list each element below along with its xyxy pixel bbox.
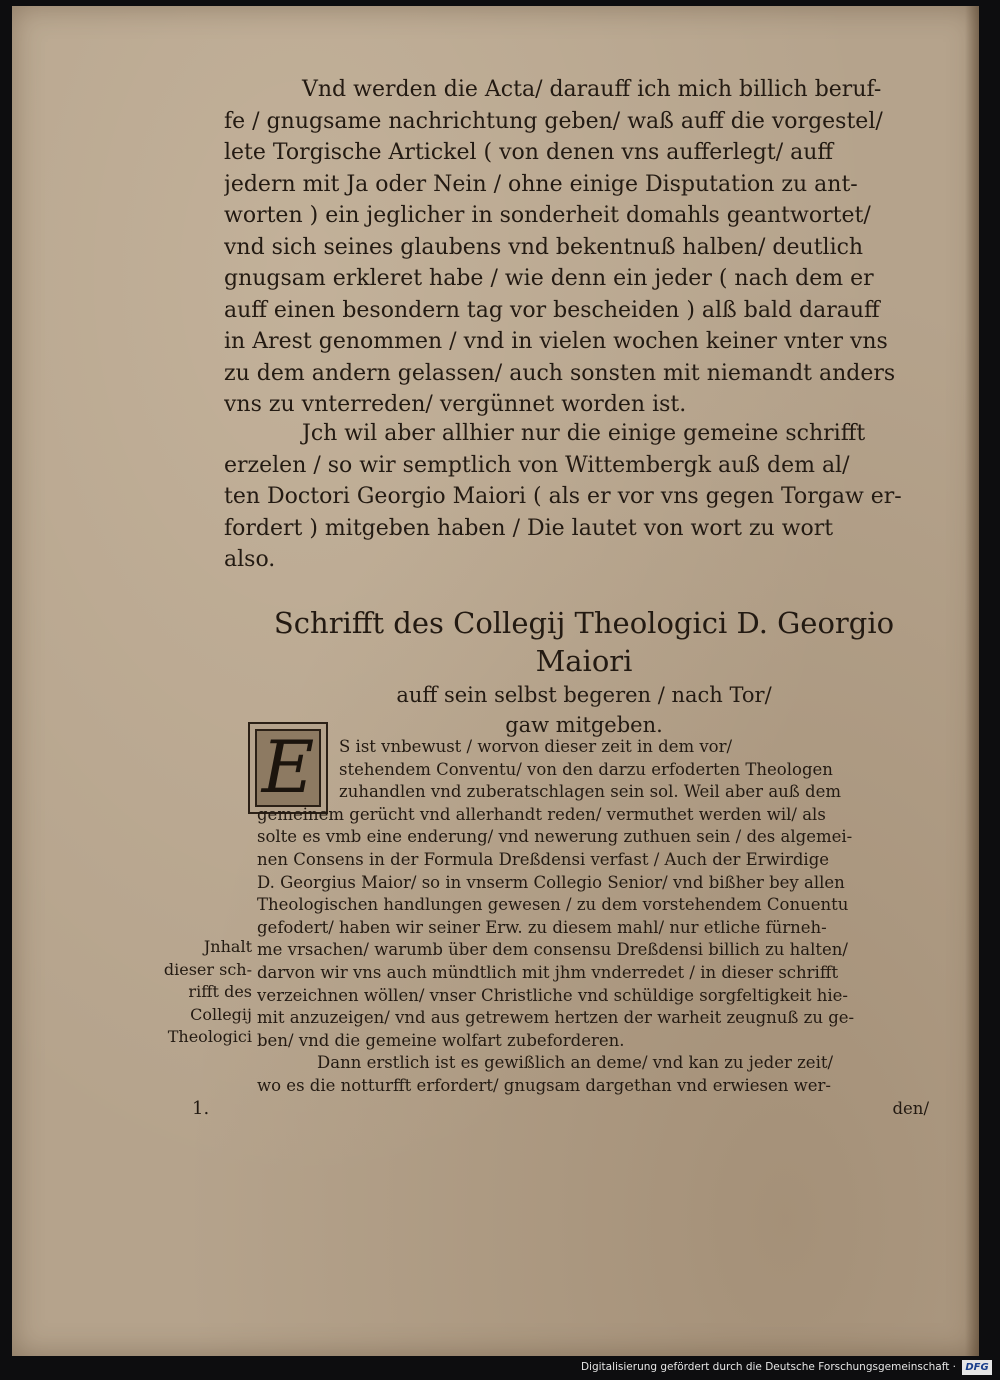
body-line: Dann erstlich ist es gewißlich an deme/ vnd kan zu jeder zeit/: [317, 1053, 834, 1073]
margin-note-line: Theologici: [167, 1027, 252, 1047]
margin-note-line: Collegij: [190, 1004, 252, 1024]
margin-note-line: Jnhalt: [203, 937, 252, 956]
text-line: vnd sich seines glaubens vnd bekentnuß halben/ deutlich: [224, 234, 864, 260]
text-line: gnugsam erkleret habe / wie denn ein jeder ( nach dem er: [224, 266, 874, 291]
body-line: gemeinem gerücht vnd allerhandt reden/ vermuthet werden wil/ als: [257, 804, 826, 824]
section-heading: [244, 604, 924, 740]
heading-line-1: Schrifft des Collegij Theologici D. Georgio Maiori: [273, 606, 895, 678]
text-line: erzelen / so wir semptlich von Wittembergk auß dem al/: [224, 452, 850, 478]
text-line: jedern mit Ja oder Nein / ohne einige Disputation zu ant-: [224, 171, 858, 197]
body-line: Theologischen handlungen gewesen / zu dem vorstehendem Conuentu: [257, 895, 849, 915]
text-line: auff einen besondern tag vor bescheiden ) alß bald darauff: [224, 297, 880, 323]
body-line: darvon wir vns auch mündtlich mit jhm vnderredet / in dieser schrifft: [257, 962, 839, 982]
margin-number: 1.: [192, 1098, 210, 1119]
body-line: verzeichnen wöllen/ vnser Christliche vnd schüldige sorgfeltigkeit hie-: [257, 985, 848, 1005]
letter-body: [257, 736, 929, 1120]
body-line: D. Georgius Maior/ so in vnserm Collegio Senior/ vnd bißher bey allen: [257, 872, 845, 892]
body-line: mit anzuzeigen/ vnd aus getrewem hertzen der warheit zeugnuß zu ge-: [257, 1008, 855, 1028]
text-line: Vnd werden die Acta/ darauff ich mich billich beruf-: [302, 77, 882, 102]
margin-note: [152, 936, 252, 1049]
margin-note-line: rifft des: [188, 982, 252, 1002]
text-line: zu dem andern gelassen/ auch sonsten mit niemandt anders: [224, 360, 896, 386]
margin-note-line: dieser sch-: [163, 959, 252, 979]
footer-bar: [0, 1356, 1000, 1380]
text-line: worten ) ein jeglicher in sonderheit domahls geantwortet/: [224, 203, 871, 228]
scanned-page: [12, 6, 979, 1356]
paragraph-1: [224, 74, 924, 421]
body-line: me vrsachen/ warumb über dem consensu Dreßdensi billich zu halten/: [257, 940, 848, 960]
text-line: ten Doctori Georgio Maiori ( als er vor vns gegen Torgaw er-: [224, 484, 902, 509]
body-line: stehendem Conventu/ von den darzu erfoderten Theologen: [339, 759, 833, 779]
text-line: also.: [224, 547, 276, 572]
heading-line-3: gaw mitgeben.: [505, 713, 663, 737]
drop-cap-initial: E: [248, 722, 328, 814]
body-line: den/: [892, 1098, 929, 1118]
heading-line-2: auff sein selbst begeren / nach Tor/: [396, 683, 772, 707]
text-line: fordert ) mitgeben haben / Die lautet von wort zu wort: [224, 515, 834, 541]
text-line: vns zu vnterreden/ vergünnet worden ist.: [224, 392, 687, 417]
text-line: fe / gnugsame nachrichtung geben/ waß auff die vorgestel/: [224, 108, 883, 134]
body-line: nen Consens in der Formula Dreßdensi verfast / Auch der Erwirdige: [257, 849, 830, 869]
body-line: zuhandlen vnd zuberatschlagen sein sol. Weil aber auß dem: [339, 782, 842, 802]
funding-credit: Digitalisierung gefördert durch die Deutsche Forschungsgemeinschaft ·: [580, 1361, 956, 1373]
paragraph-2: [224, 418, 924, 576]
text-line: Jch wil aber allhier nur die einige gemeine schrifft: [302, 421, 866, 446]
page-edge-shadow: [965, 6, 979, 1356]
body-line: wo es die notturfft erfordert/ gnugsam dargethan vnd erwiesen wer-: [257, 1075, 831, 1095]
body-line: gefodert/ haben wir seiner Erw. zu diesem mahl/ nur etliche fürneh-: [257, 917, 827, 937]
body-line: S ist vnbewust / worvon dieser zeit in dem vor/: [339, 737, 733, 756]
text-line: in Arest genommen / vnd in vielen wochen keiner vnter vns: [224, 329, 888, 354]
dfg-logo: DFG: [962, 1360, 992, 1375]
body-line: ben/ vnd die gemeine wolfart zubeforderen.: [257, 1030, 625, 1050]
body-line: solte es vmb eine enderung/ vnd newerung zuthuen sein / des algemei-: [257, 827, 853, 847]
text-line: lete Torgische Artickel ( von denen vns aufferlegt/ auff: [224, 140, 834, 165]
